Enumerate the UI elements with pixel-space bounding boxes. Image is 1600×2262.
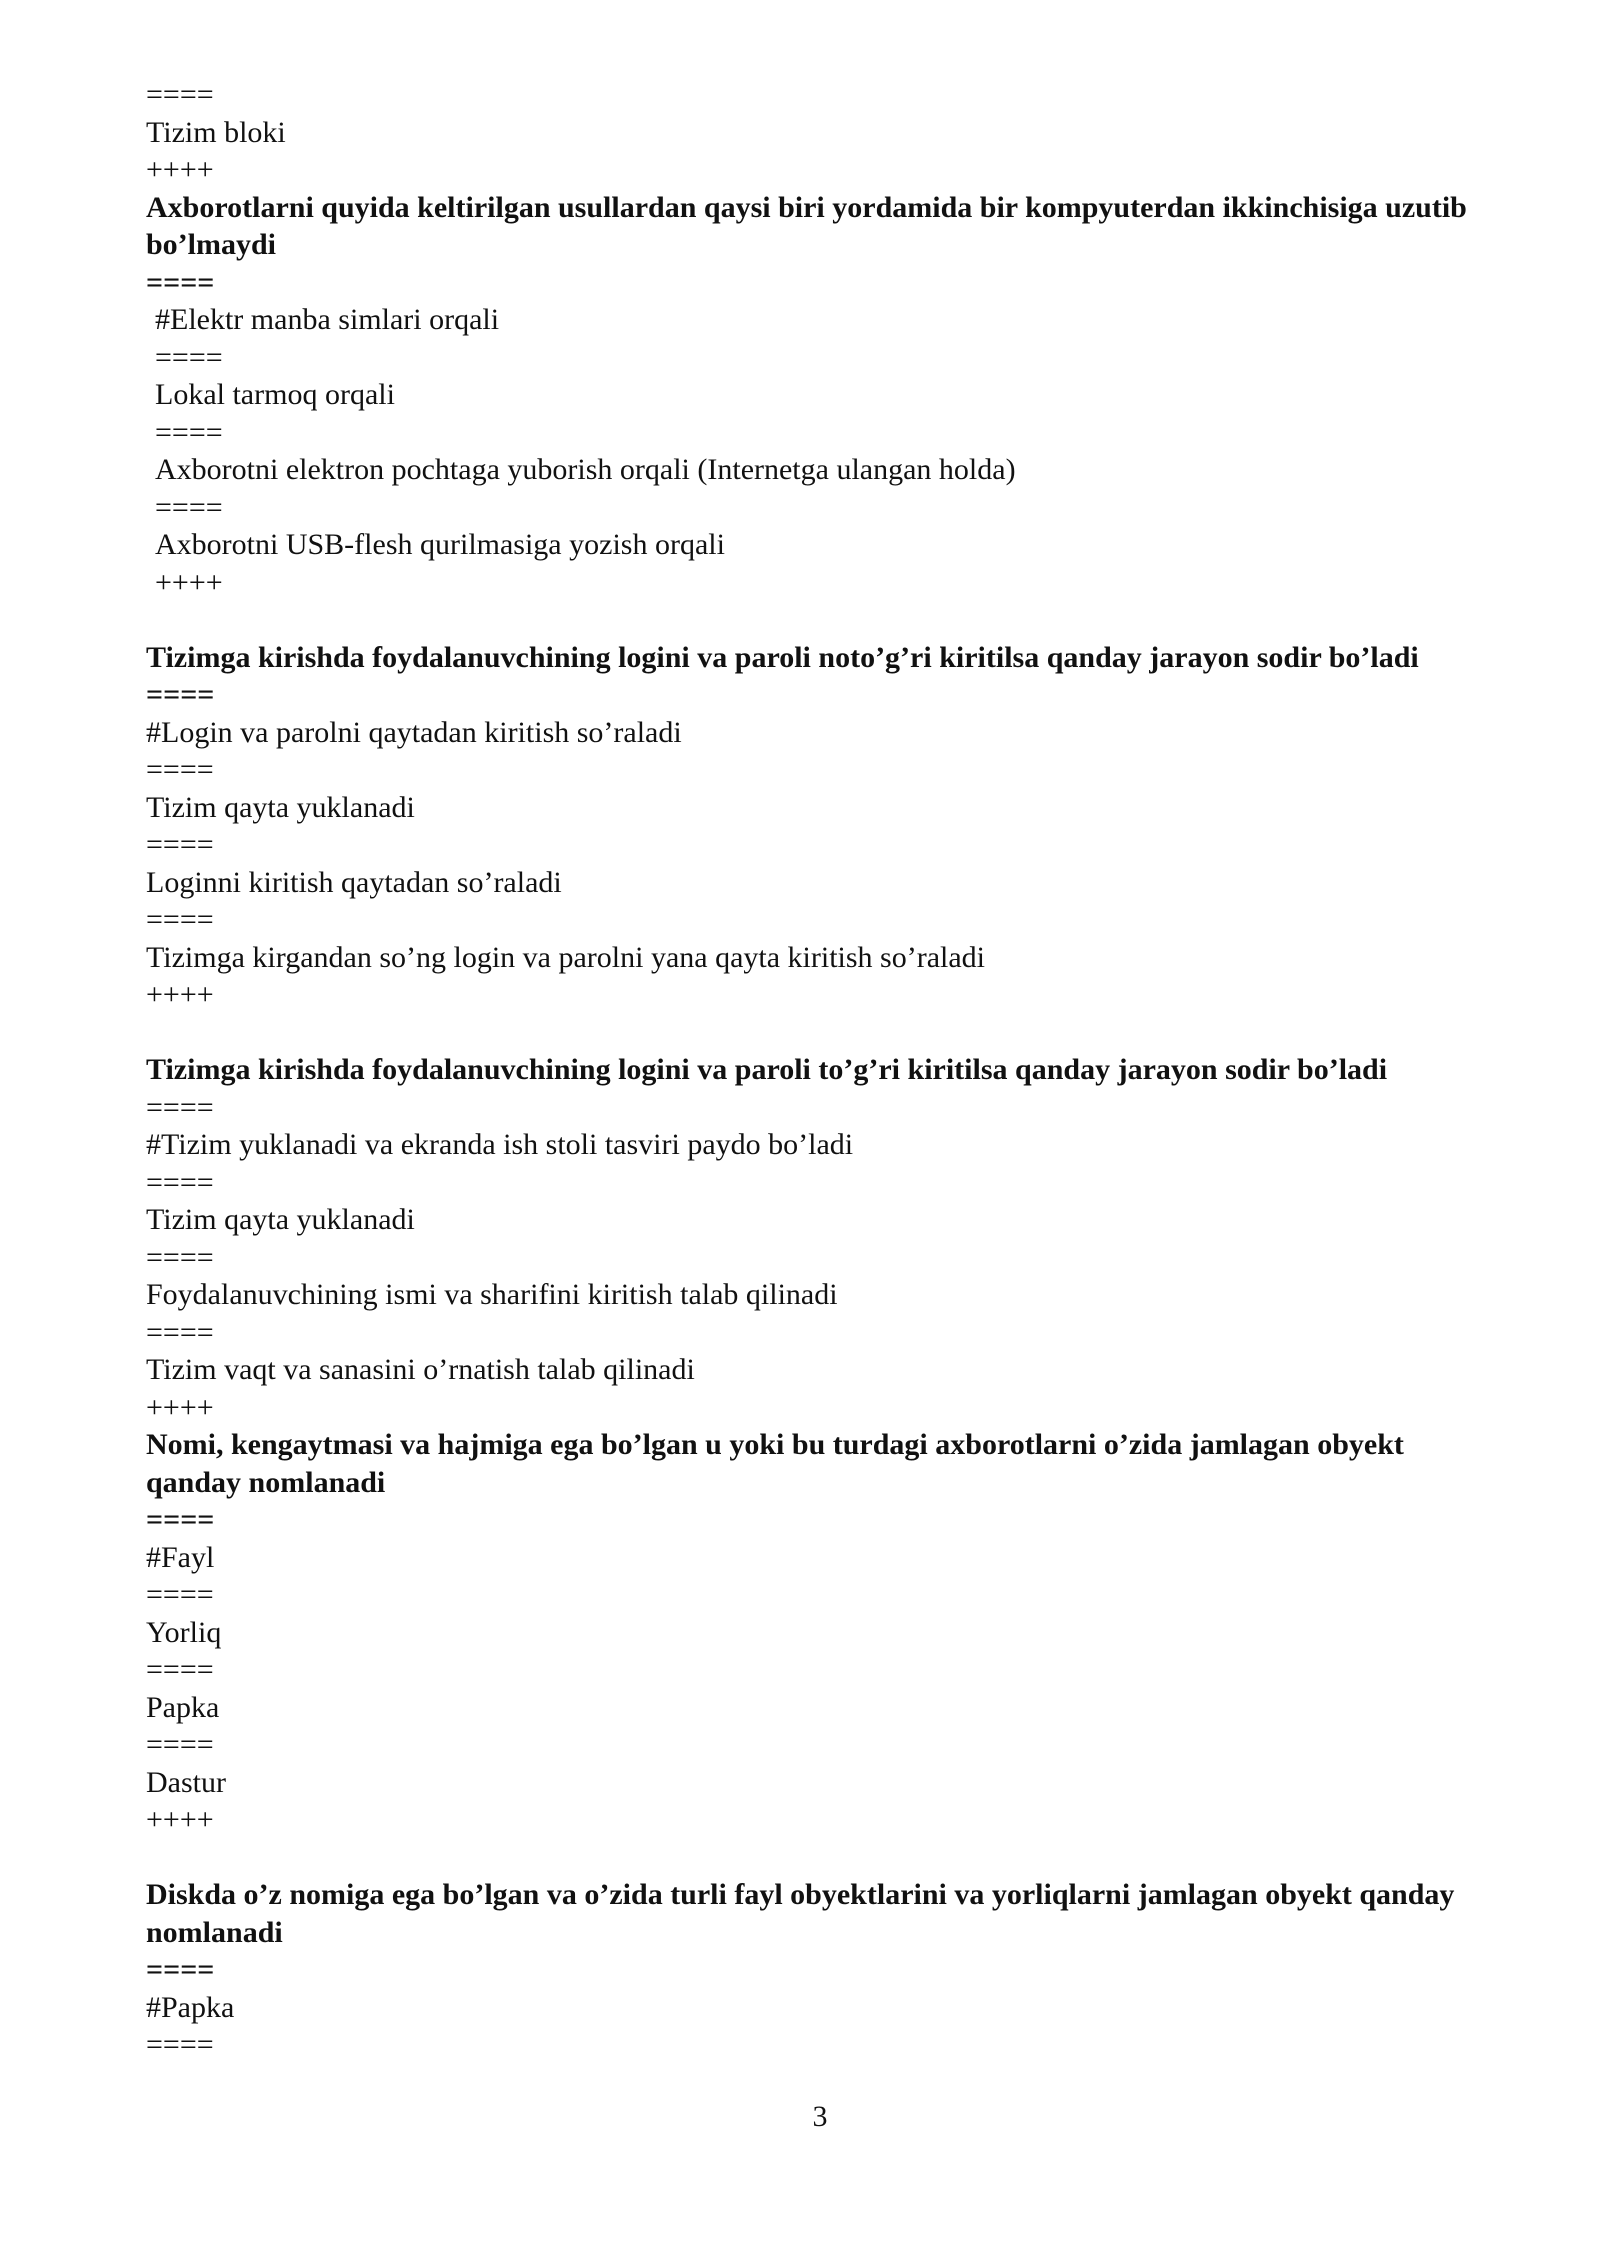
correct-answer-option: #Tizim yuklanadi va ekranda ish stoli tasviri paydo bo’ladi xyxy=(146,1128,854,1161)
separator-line: ==== xyxy=(155,340,223,374)
document-body xyxy=(146,76,1486,2064)
question-text: Tizimga kirishda foydalanuvchining logini va paroli noto’g’ri kiritilsa qanday jarayon sodir bo’ladi xyxy=(146,640,1419,674)
blank-line xyxy=(146,1014,1486,1052)
correct-answer-option: #Papka xyxy=(146,1990,235,2024)
separator-line: ==== xyxy=(146,753,214,786)
question-end-marker: ++++ xyxy=(146,1803,214,1836)
separator-line: ==== xyxy=(146,1653,214,1686)
answer-option: Tizim bloki xyxy=(146,115,286,149)
separator-line: ==== xyxy=(146,1315,214,1349)
question-text: Nomi, kengaytmasi va hajmiga ega bo’lgan u yoki bu turdagi axborotlarni o’zida jamlagan obyekt qanday nomlanadi xyxy=(146,1428,1412,1499)
separator-line: ==== xyxy=(146,2028,214,2061)
correct-answer-option: #Elektr manba simlari orqali xyxy=(155,303,500,336)
separator-line: ==== xyxy=(146,1165,214,1199)
separator-line: ==== xyxy=(146,828,214,861)
separator-line: ==== xyxy=(146,678,215,711)
question-text: Axborotlarni quyida keltirilgan usullardan qaysi biri yordamida bir kompyuterdan ikkinchisiga uzutib bo’lmaydi xyxy=(146,190,1475,261)
separator-line: ==== xyxy=(146,1090,214,1124)
answer-option: Tizim qayta yuklanadi xyxy=(146,1203,415,1236)
answer-option: Foydalanuvchining ismi va sharifini kiritish talab qilinadi xyxy=(146,1278,838,1311)
answer-option: Loginni kiritish qaytadan so’raladi xyxy=(146,865,562,899)
separator-line: ==== xyxy=(146,903,214,936)
correct-answer-option: #Login va parolni qaytadan kiritish so’raladi xyxy=(146,715,682,749)
answer-option: Dastur xyxy=(146,1765,226,1799)
question-end-marker: ++++ xyxy=(146,153,214,186)
separator-line: ==== xyxy=(146,78,214,111)
separator-line: ==== xyxy=(146,1503,215,1536)
question-end-marker: ++++ xyxy=(155,565,223,599)
answer-option: Tizimga kirgandan so’ng login va parolni yana qayta kiritish so’raladi xyxy=(146,940,986,974)
answer-option: Yorliq xyxy=(146,1615,222,1649)
separator-line: ==== xyxy=(155,490,223,524)
separator-line: ==== xyxy=(146,1953,215,1986)
answer-option: Papka xyxy=(146,1690,220,1724)
page-number: 3 xyxy=(812,2100,828,2133)
answer-option: Lokal tarmoq orqali xyxy=(155,378,395,411)
answer-option: Axborotni USB-flesh qurilmasiga yozish orqali xyxy=(155,528,725,561)
question-end-marker: ++++ xyxy=(146,1390,214,1424)
question-text: Diskda o’z nomiga ega bo’lgan va o’zida turli fayl obyektlarini va yorliqlarni jamlagan obyekt qanday nomlanadi xyxy=(146,1878,1462,1949)
question-end-marker: ++++ xyxy=(146,978,214,1011)
question-text: Tizimga kirishda foydalanuvchining logini va paroli to’g’ri kiritilsa qanday jarayon sodir bo’ladi xyxy=(146,1053,1388,1086)
separator-line: ==== xyxy=(146,1240,214,1274)
answer-option: Axborotni elektron pochtaga yuborish orqali (Internetga ulangan holda) xyxy=(155,453,1016,486)
separator-line: ==== xyxy=(146,1578,214,1611)
answer-option: Tizim qayta yuklanadi xyxy=(146,790,415,824)
blank-line xyxy=(146,1839,1486,1877)
blank-line xyxy=(146,601,1486,639)
separator-line: ==== xyxy=(155,415,223,449)
answer-option: Tizim vaqt va sanasini o’rnatish talab qilinadi xyxy=(146,1353,695,1386)
correct-answer-option: #Fayl xyxy=(146,1540,215,1574)
separator-line: ==== xyxy=(146,1728,214,1761)
separator-line: ==== xyxy=(146,265,215,299)
